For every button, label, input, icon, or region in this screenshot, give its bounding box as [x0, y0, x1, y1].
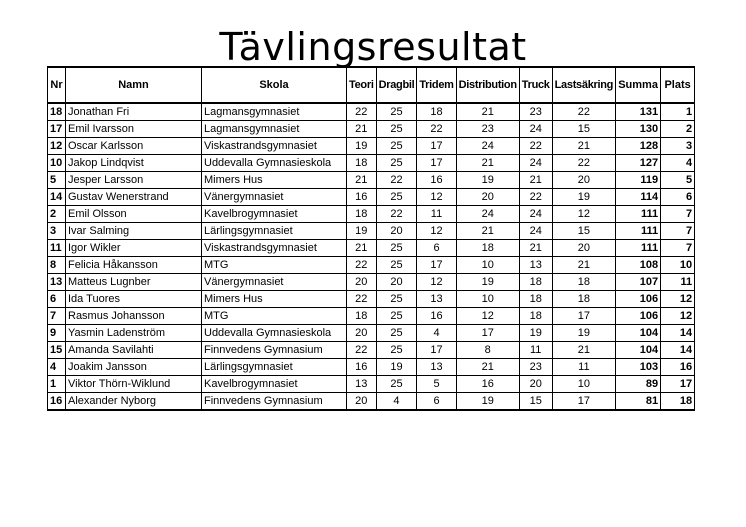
cell-teori: 16 — [347, 189, 377, 206]
cell-name: Amanda Savilahti — [66, 342, 202, 359]
cell-dragbil: 25 — [376, 342, 417, 359]
header-school: Skola — [202, 67, 347, 103]
cell-truck: 23 — [519, 359, 552, 376]
cell-plats: 7 — [661, 223, 695, 240]
cell-teori: 16 — [347, 359, 377, 376]
cell-nr: 18 — [48, 103, 66, 121]
cell-plats: 12 — [661, 308, 695, 325]
cell-nr: 14 — [48, 189, 66, 206]
cell-lastsakring: 19 — [552, 189, 615, 206]
results-table — [47, 66, 695, 411]
cell-teori: 20 — [347, 325, 377, 342]
cell-dragbil: 25 — [376, 240, 417, 257]
header-nr: Nr — [48, 67, 66, 103]
table-row — [48, 223, 695, 240]
table-row — [48, 325, 695, 342]
cell-summa: 106 — [616, 308, 661, 325]
cell-tridem: 11 — [417, 206, 456, 223]
cell-lastsakring: 21 — [552, 342, 615, 359]
cell-tridem: 4 — [417, 325, 456, 342]
cell-nr: 13 — [48, 274, 66, 291]
cell-plats: 11 — [661, 274, 695, 291]
cell-truck: 24 — [519, 155, 552, 172]
cell-school: Finnvedens Gymnasium — [202, 342, 347, 359]
cell-nr: 4 — [48, 359, 66, 376]
header-summa: Summa — [616, 67, 661, 103]
cell-school: Viskastrandsgymnasiet — [202, 240, 347, 257]
cell-distribution: 19 — [456, 393, 519, 411]
cell-lastsakring: 17 — [552, 308, 615, 325]
cell-plats: 10 — [661, 257, 695, 274]
cell-nr: 7 — [48, 308, 66, 325]
table-row — [48, 172, 695, 189]
cell-name: Jesper Larsson — [66, 172, 202, 189]
cell-name: Igor Wikler — [66, 240, 202, 257]
cell-school: Finnvedens Gymnasium — [202, 393, 347, 411]
cell-truck: 13 — [519, 257, 552, 274]
cell-plats: 1 — [661, 103, 695, 121]
cell-tridem: 12 — [417, 274, 456, 291]
header-lastsakring: Lastsäkring — [552, 67, 615, 103]
cell-tridem: 12 — [417, 223, 456, 240]
table-row — [48, 308, 695, 325]
table-row — [48, 257, 695, 274]
cell-truck: 22 — [519, 189, 552, 206]
cell-nr: 2 — [48, 206, 66, 223]
cell-dragbil: 25 — [376, 138, 417, 155]
cell-name: Jonathan Fri — [66, 103, 202, 121]
cell-plats: 6 — [661, 189, 695, 206]
cell-school: MTG — [202, 257, 347, 274]
table-row — [48, 103, 695, 121]
table-row — [48, 206, 695, 223]
cell-summa: 131 — [616, 103, 661, 121]
cell-dragbil: 25 — [376, 121, 417, 138]
cell-truck: 11 — [519, 342, 552, 359]
cell-plats: 14 — [661, 342, 695, 359]
cell-teori: 19 — [347, 138, 377, 155]
header-plats: Plats — [661, 67, 695, 103]
cell-plats: 12 — [661, 291, 695, 308]
cell-name: Emil Olsson — [66, 206, 202, 223]
cell-tridem: 13 — [417, 359, 456, 376]
table-row — [48, 155, 695, 172]
cell-summa: 81 — [616, 393, 661, 411]
table-row — [48, 138, 695, 155]
cell-distribution: 23 — [456, 121, 519, 138]
cell-nr: 9 — [48, 325, 66, 342]
cell-distribution: 20 — [456, 189, 519, 206]
cell-truck: 18 — [519, 274, 552, 291]
cell-teori: 20 — [347, 274, 377, 291]
cell-dragbil: 22 — [376, 206, 417, 223]
cell-summa: 130 — [616, 121, 661, 138]
table-row — [48, 291, 695, 308]
cell-tridem: 17 — [417, 138, 456, 155]
cell-school: Uddevalla Gymnasieskola — [202, 325, 347, 342]
cell-truck: 22 — [519, 138, 552, 155]
cell-distribution: 19 — [456, 172, 519, 189]
cell-plats: 18 — [661, 393, 695, 411]
cell-school: Kavelbrogymnasiet — [202, 206, 347, 223]
cell-truck: 20 — [519, 376, 552, 393]
cell-nr: 5 — [48, 172, 66, 189]
header-dragbil: Dragbil — [376, 67, 417, 103]
cell-distribution: 21 — [456, 155, 519, 172]
table-row — [48, 393, 695, 411]
cell-school: Lagmansgymnasiet — [202, 121, 347, 138]
cell-lastsakring: 20 — [552, 172, 615, 189]
cell-tridem: 17 — [417, 155, 456, 172]
cell-name: Matteus Lugnber — [66, 274, 202, 291]
cell-tridem: 17 — [417, 257, 456, 274]
cell-name: Rasmus Johansson — [66, 308, 202, 325]
cell-dragbil: 25 — [376, 325, 417, 342]
cell-nr: 15 — [48, 342, 66, 359]
cell-truck: 21 — [519, 240, 552, 257]
cell-lastsakring: 18 — [552, 274, 615, 291]
cell-lastsakring: 22 — [552, 155, 615, 172]
cell-truck: 24 — [519, 223, 552, 240]
cell-teori: 22 — [347, 257, 377, 274]
table-row — [48, 376, 695, 393]
cell-teori: 18 — [347, 206, 377, 223]
cell-dragbil: 25 — [376, 189, 417, 206]
cell-teori: 21 — [347, 240, 377, 257]
table-row — [48, 189, 695, 206]
cell-summa: 111 — [616, 223, 661, 240]
cell-lastsakring: 21 — [552, 138, 615, 155]
cell-nr: 17 — [48, 121, 66, 138]
header-distribution: Distribution — [456, 67, 519, 103]
cell-lastsakring: 11 — [552, 359, 615, 376]
cell-dragbil: 25 — [376, 376, 417, 393]
cell-dragbil: 19 — [376, 359, 417, 376]
cell-name: Emil Ivarsson — [66, 121, 202, 138]
cell-summa: 104 — [616, 325, 661, 342]
cell-summa: 89 — [616, 376, 661, 393]
cell-truck: 24 — [519, 121, 552, 138]
cell-summa: 104 — [616, 342, 661, 359]
cell-tridem: 18 — [417, 103, 456, 121]
cell-lastsakring: 22 — [552, 103, 615, 121]
cell-summa: 119 — [616, 172, 661, 189]
cell-name: Ivar Salming — [66, 223, 202, 240]
cell-dragbil: 4 — [376, 393, 417, 411]
cell-tridem: 6 — [417, 240, 456, 257]
table-row — [48, 274, 695, 291]
cell-plats: 7 — [661, 240, 695, 257]
cell-teori: 21 — [347, 121, 377, 138]
cell-school: Uddevalla Gymnasieskola — [202, 155, 347, 172]
cell-nr: 12 — [48, 138, 66, 155]
cell-dragbil: 25 — [376, 103, 417, 121]
cell-summa: 111 — [616, 206, 661, 223]
cell-truck: 21 — [519, 172, 552, 189]
cell-name: Ida Tuores — [66, 291, 202, 308]
cell-plats: 3 — [661, 138, 695, 155]
cell-plats: 2 — [661, 121, 695, 138]
cell-distribution: 21 — [456, 223, 519, 240]
cell-name: Felicia Håkansson — [66, 257, 202, 274]
cell-name: Joakim Jansson — [66, 359, 202, 376]
cell-dragbil: 25 — [376, 257, 417, 274]
cell-nr: 8 — [48, 257, 66, 274]
cell-truck: 24 — [519, 206, 552, 223]
cell-school: Vänergymnasiet — [202, 189, 347, 206]
cell-teori: 13 — [347, 376, 377, 393]
cell-distribution: 24 — [456, 206, 519, 223]
cell-teori: 18 — [347, 155, 377, 172]
cell-name: Oscar Karlsson — [66, 138, 202, 155]
cell-plats: 4 — [661, 155, 695, 172]
table-row — [48, 359, 695, 376]
header-truck: Truck — [519, 67, 552, 103]
cell-tridem: 16 — [417, 172, 456, 189]
header-teori: Teori — [347, 67, 377, 103]
cell-nr: 3 — [48, 223, 66, 240]
cell-distribution: 16 — [456, 376, 519, 393]
cell-distribution: 8 — [456, 342, 519, 359]
cell-plats: 17 — [661, 376, 695, 393]
cell-truck: 18 — [519, 291, 552, 308]
cell-school: Vänergymnasiet — [202, 274, 347, 291]
cell-distribution: 10 — [456, 257, 519, 274]
cell-school: Lärlingsgymnasiet — [202, 223, 347, 240]
cell-dragbil: 25 — [376, 155, 417, 172]
cell-dragbil: 20 — [376, 274, 417, 291]
cell-lastsakring: 17 — [552, 393, 615, 411]
header-tridem: Tridem — [417, 67, 456, 103]
cell-distribution: 19 — [456, 274, 519, 291]
cell-distribution: 21 — [456, 103, 519, 121]
cell-lastsakring: 15 — [552, 223, 615, 240]
cell-lastsakring: 18 — [552, 291, 615, 308]
cell-teori: 22 — [347, 103, 377, 121]
cell-dragbil: 25 — [376, 291, 417, 308]
cell-dragbil: 22 — [376, 172, 417, 189]
cell-teori: 21 — [347, 172, 377, 189]
cell-tridem: 22 — [417, 121, 456, 138]
cell-distribution: 21 — [456, 359, 519, 376]
cell-lastsakring: 20 — [552, 240, 615, 257]
cell-nr: 6 — [48, 291, 66, 308]
header-row — [48, 67, 695, 103]
cell-summa: 103 — [616, 359, 661, 376]
cell-distribution: 18 — [456, 240, 519, 257]
cell-summa: 128 — [616, 138, 661, 155]
cell-plats: 7 — [661, 206, 695, 223]
cell-truck: 23 — [519, 103, 552, 121]
cell-dragbil: 20 — [376, 223, 417, 240]
table-row — [48, 240, 695, 257]
cell-plats: 14 — [661, 325, 695, 342]
header-name: Namn — [66, 67, 202, 103]
table-row — [48, 342, 695, 359]
cell-summa: 111 — [616, 240, 661, 257]
cell-truck: 15 — [519, 393, 552, 411]
cell-teori: 22 — [347, 291, 377, 308]
cell-truck: 19 — [519, 325, 552, 342]
cell-school: Kavelbrogymnasiet — [202, 376, 347, 393]
cell-name: Jakop Lindqvist — [66, 155, 202, 172]
cell-lastsakring: 12 — [552, 206, 615, 223]
cell-school: Mimers Hus — [202, 291, 347, 308]
cell-tridem: 5 — [417, 376, 456, 393]
cell-nr: 11 — [48, 240, 66, 257]
page-title: Tävlingsresultat — [219, 25, 527, 69]
cell-teori: 18 — [347, 308, 377, 325]
cell-name: Yasmin Ladenström — [66, 325, 202, 342]
cell-name: Gustav Wenerstrand — [66, 189, 202, 206]
cell-distribution: 24 — [456, 138, 519, 155]
cell-lastsakring: 15 — [552, 121, 615, 138]
cell-school: Mimers Hus — [202, 172, 347, 189]
cell-tridem: 6 — [417, 393, 456, 411]
cell-plats: 5 — [661, 172, 695, 189]
cell-summa: 108 — [616, 257, 661, 274]
cell-teori: 19 — [347, 223, 377, 240]
cell-nr: 16 — [48, 393, 66, 411]
cell-lastsakring: 10 — [552, 376, 615, 393]
cell-nr: 1 — [48, 376, 66, 393]
cell-summa: 106 — [616, 291, 661, 308]
cell-summa: 127 — [616, 155, 661, 172]
cell-truck: 18 — [519, 308, 552, 325]
cell-distribution: 17 — [456, 325, 519, 342]
table-row — [48, 121, 695, 138]
cell-teori: 22 — [347, 342, 377, 359]
cell-lastsakring: 19 — [552, 325, 615, 342]
cell-tridem: 13 — [417, 291, 456, 308]
cell-tridem: 16 — [417, 308, 456, 325]
cell-plats: 16 — [661, 359, 695, 376]
cell-teori: 20 — [347, 393, 377, 411]
cell-school: Lagmansgymnasiet — [202, 103, 347, 121]
cell-distribution: 12 — [456, 308, 519, 325]
cell-school: MTG — [202, 308, 347, 325]
cell-school: Viskastrandsgymnasiet — [202, 138, 347, 155]
cell-tridem: 17 — [417, 342, 456, 359]
cell-summa: 107 — [616, 274, 661, 291]
cell-lastsakring: 21 — [552, 257, 615, 274]
cell-tridem: 12 — [417, 189, 456, 206]
cell-school: Lärlingsgymnasiet — [202, 359, 347, 376]
cell-summa: 114 — [616, 189, 661, 206]
cell-nr: 10 — [48, 155, 66, 172]
cell-dragbil: 25 — [376, 308, 417, 325]
cell-name: Viktor Thörn-Wiklund — [66, 376, 202, 393]
cell-name: Alexander Nyborg — [66, 393, 202, 411]
cell-distribution: 10 — [456, 291, 519, 308]
